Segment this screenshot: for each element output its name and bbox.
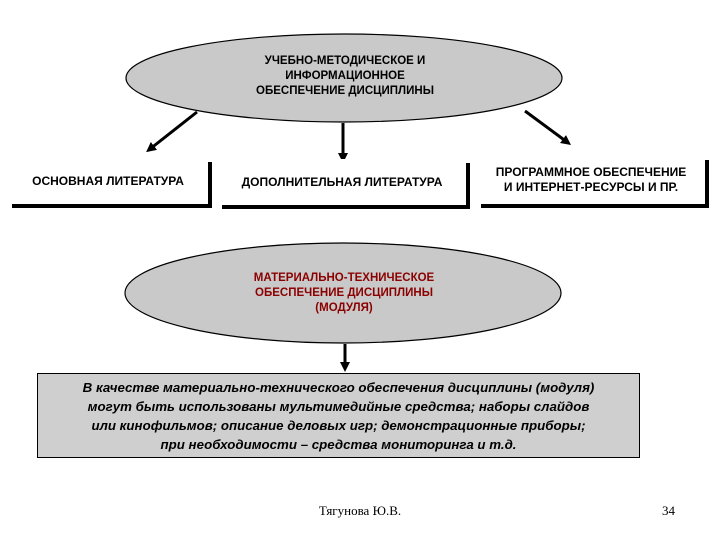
footer-author: Тягунова Ю.В. — [318, 503, 402, 518]
note-line: В качестве материально-технического обеспечения дисциплины (модуля) — [82, 379, 595, 395]
top-ellipse-line: ИНФОРМАЦИОННОЕ — [285, 70, 405, 82]
arrow-to-main-literature — [150, 112, 197, 149]
arrow-to-software — [525, 111, 567, 142]
note-line: могут быть использованы мультимедийные средства; наборы слайдов — [87, 398, 590, 414]
software-box — [477, 156, 705, 204]
top-ellipse-line: ОБЕСПЕЧЕНИЕ ДИСЦИПЛИНЫ — [256, 85, 434, 97]
middle-ellipse-label — [213, 271, 475, 316]
note-line: при необходимости – средства мониторинга и т.д. — [160, 436, 517, 452]
top-ellipse-label — [214, 54, 476, 99]
equipment-note — [37, 373, 640, 458]
middle-ellipse-line: (МОДУЛЯ) — [315, 302, 373, 314]
middle-ellipse-line: ОБЕСПЕЧЕНИЕ ДИСЦИПЛИНЫ — [255, 287, 433, 299]
software-label-line: ПРОГРАММНОЕ ОБЕСПЕЧЕНИЕ — [495, 165, 687, 179]
software-label-line: И ИНТЕРНЕТ-РЕСУРСЫ И ПР. — [503, 180, 679, 194]
additional-literature-label: ДОПОЛНИТЕЛЬНАЯ ЛИТЕРАТУРА — [241, 174, 443, 189]
top-ellipse-line: УЧЕБНО-МЕТОДИЧЕСКОЕ И — [264, 55, 426, 67]
note-line: или кинофильмов; описание деловых игр; демонстрационные приборы; — [91, 417, 586, 433]
middle-ellipse-line: МАТЕРИАЛЬНО-ТЕХНИЧЕСКОЕ — [253, 272, 435, 284]
page-number: 34 — [662, 503, 675, 518]
main-literature-label: ОСНОВНАЯ ЛИТЕРАТУРА — [32, 173, 184, 188]
additional-literature-box — [218, 159, 466, 205]
main-literature-box — [8, 158, 208, 204]
